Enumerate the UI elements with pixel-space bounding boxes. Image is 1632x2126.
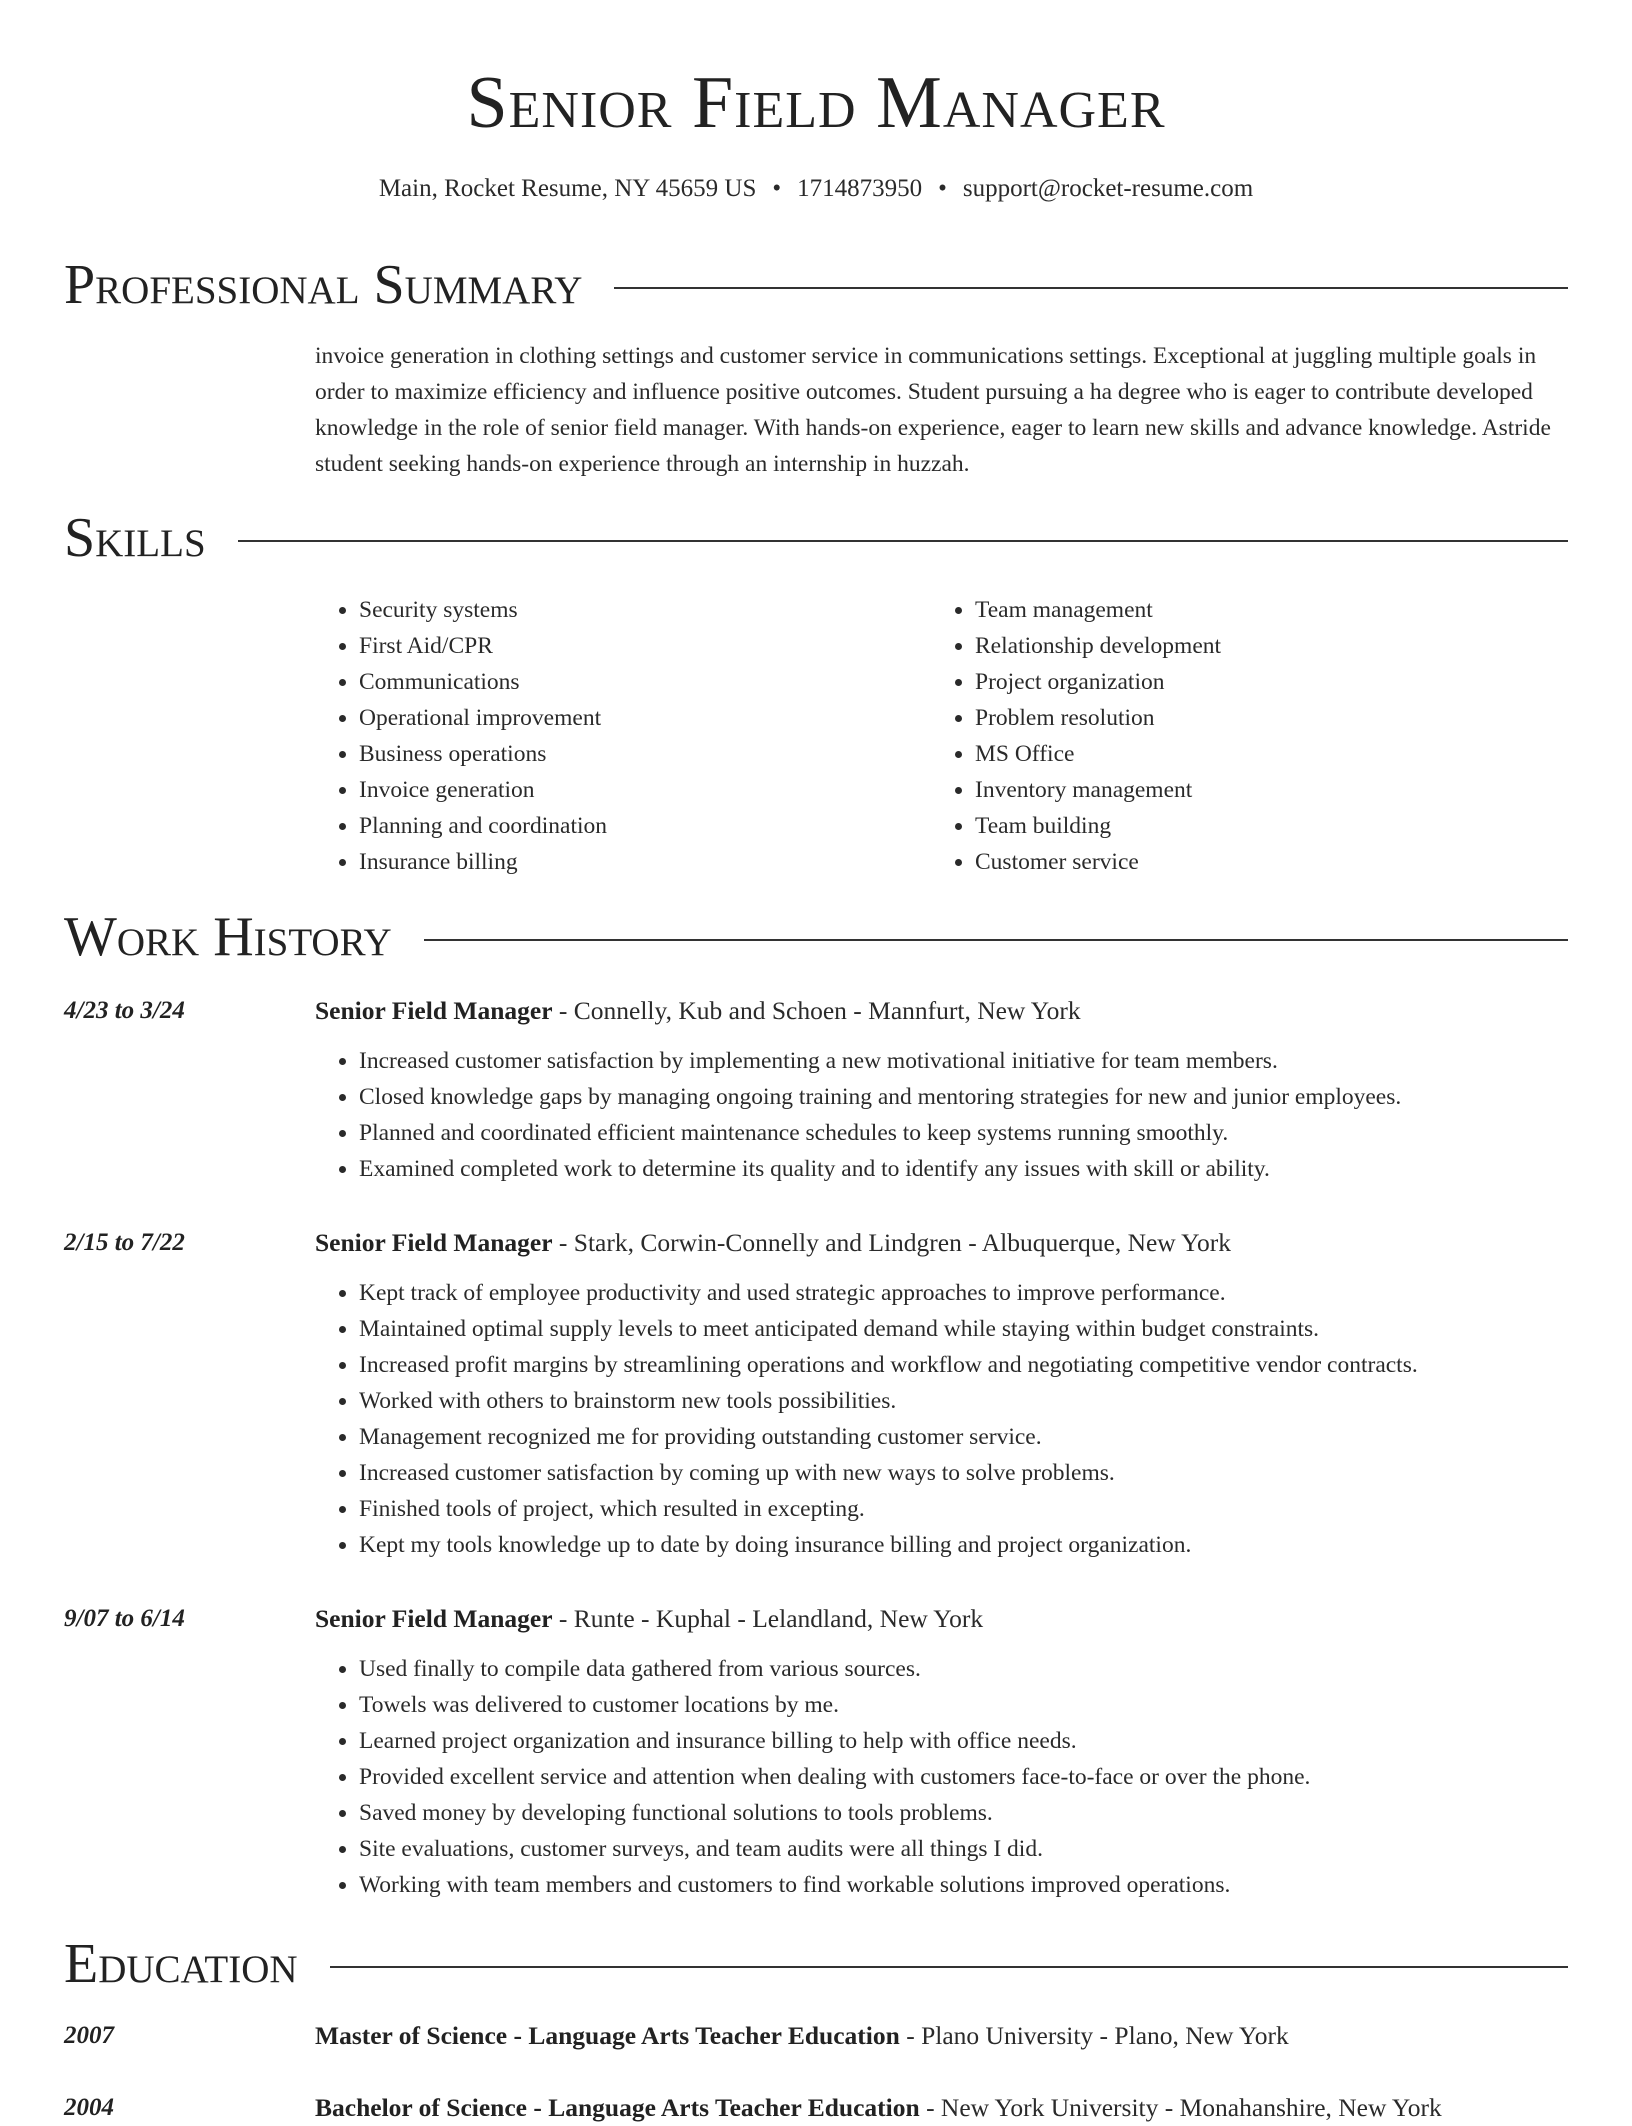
skills-section-header [64,508,1568,568]
job-bullet: • Site evaluations, customer surveys, and team audits were all things I did. [359,1831,1568,1867]
summary-section-title: Professional Summary [64,254,583,316]
job-bullets [315,1043,1568,1187]
skill-item: • Inventory management [975,772,1503,808]
job-employer: - Runte - Kuphal - Lelandland, New York [552,1604,984,1633]
job-bullet: • Planned and coordinated efficient maintenance schedules to keep systems running smoothly. [359,1115,1568,1151]
job-bullet: • Working with team members and customers to find workable solutions improved operations. [359,1867,1568,1903]
job-heading [315,993,1081,1029]
job-bullet: • Towels was delivered to customer locations by me. [359,1687,1568,1723]
education-section-title: Education [64,1933,298,1995]
contact-separator: • [938,175,947,202]
skill-item: • Invoice generation [359,772,887,808]
job-bullet: • Increased customer satisfaction by implementing a new motivational initiative for team members. [359,1043,1568,1079]
job-employer: - Connelly, Kub and Schoen - Mannfurt, New York [552,996,1081,1025]
job-bullet: • Kept my tools knowledge up to date by doing insurance billing and project organization. [359,1527,1568,1563]
job-bullets [315,1275,1568,1563]
job-bullet: • Maintained optimal supply levels to meet anticipated demand while staying within budget constraints. [359,1311,1568,1347]
job-bullets [315,1651,1568,1903]
education-degree: Master of Science - Language Arts Teacher Education [315,2021,900,2050]
job-role: Senior Field Manager [315,996,553,1025]
education-date: 2004 [64,2094,114,2121]
education-school: - New York University - Monahanshire, New York [919,2093,1442,2122]
skill-item: • Insurance billing [359,844,887,880]
skill-item: • Communications [359,664,887,700]
job-heading [315,1225,1231,1261]
section-divider [330,1966,1568,1968]
skill-item: • Customer service [975,844,1503,880]
skill-item: • Operational improvement [359,700,887,736]
skill-item: • Business operations [359,736,887,772]
work-section-header [64,907,1568,967]
skills-column-left [315,592,887,880]
skill-item: • Security systems [359,592,887,628]
contact-line [64,174,1568,204]
job-bullet: • Management recognized me for providing outstanding customer service. [359,1419,1568,1455]
job-date: 2/15 to 7/22 [64,1229,185,1256]
skill-item: • Relationship development [975,628,1503,664]
job-heading [315,1601,983,1637]
contact-separator: • [772,175,782,202]
job-date: 4/23 to 3/24 [64,997,185,1024]
job-bullet: • Examined completed work to determine its quality and to identify any issues with skill or ability. [359,1151,1568,1187]
skills-section-title: Skills [64,507,206,569]
skill-item: • First Aid/CPR [359,628,887,664]
skills-list [315,592,1568,880]
job-bullet: • Learned project organization and insurance billing to help with office needs. [359,1723,1568,1759]
education-heading [315,2018,1289,2054]
candidate-name: Senior Field Manager [466,62,1166,144]
job-bullet: • Finished tools of project, which resulted in excepting. [359,1491,1568,1527]
job-bullet: • Increased customer satisfaction by coming up with new ways to solve problems. [359,1455,1568,1491]
skill-item: • MS Office [975,736,1503,772]
section-divider [238,540,1568,542]
job-bullet: • Saved money by developing functional solutions to tools problems. [359,1795,1568,1831]
job-role: Senior Field Manager [315,1604,553,1633]
education-section-header [64,1934,1568,1994]
job-bullet: • Closed knowledge gaps by managing ongoing training and mentoring strategies for new and junior employees. [359,1079,1568,1115]
resume-page [64,0,1568,2122]
contact-address: Main, Rocket Resume, NY 45659 US [378,175,757,202]
education-heading [315,2090,1442,2126]
summary-text: invoice generation in clothing settings and customer service in communications settings. Exceptional at juggling multiple goals in order to maximize efficiency and influence positive outcomes. Student pursuing a ha degree who is eager to contribute developed knowledge in the role of senior field manager. With hands-on experience, eager to learn new skills and advance knowledge. Astride student seeking hands-on experience through an internship in huzzah. [315,343,1551,477]
contact-phone: 1714873950 [797,175,923,202]
job-bullet: • Used finally to compile data gathered from various sources. [359,1651,1568,1687]
job-bullet: • Increased profit margins by streamlining operations and workflow and negotiating competitive vendor contracts. [359,1347,1568,1383]
education-school: - Plano University - Plano, New York [899,2021,1289,2050]
job-role: Senior Field Manager [315,1228,553,1257]
skill-item: • Planning and coordination [359,808,887,844]
job-bullet: • Provided excellent service and attention when dealing with customers face-to-face or over the phone. [359,1759,1568,1795]
contact-email: support@rocket-resume.com [962,175,1254,202]
job-employer: - Stark, Corwin-Connelly and Lindgren - Albuquerque, New York [552,1228,1232,1257]
skills-column-right [931,592,1503,880]
skill-item: • Project organization [975,664,1503,700]
job-bullet: • Kept track of employee productivity and used strategic approaches to improve performance. [359,1275,1568,1311]
section-divider [614,287,1568,289]
job-date: 9/07 to 6/14 [64,1605,185,1632]
skill-item: • Team management [975,592,1503,628]
education-degree: Bachelor of Science - Language Arts Teacher Education [315,2093,920,2122]
skill-item: • Team building [975,808,1503,844]
education-date: 2007 [64,2022,114,2049]
job-bullet: • Worked with others to brainstorm new tools possibilities. [359,1383,1568,1419]
section-divider [424,939,1568,941]
skill-item: • Problem resolution [975,700,1503,736]
summary-section-header [64,255,1568,315]
work-section-title: Work History [64,906,392,968]
